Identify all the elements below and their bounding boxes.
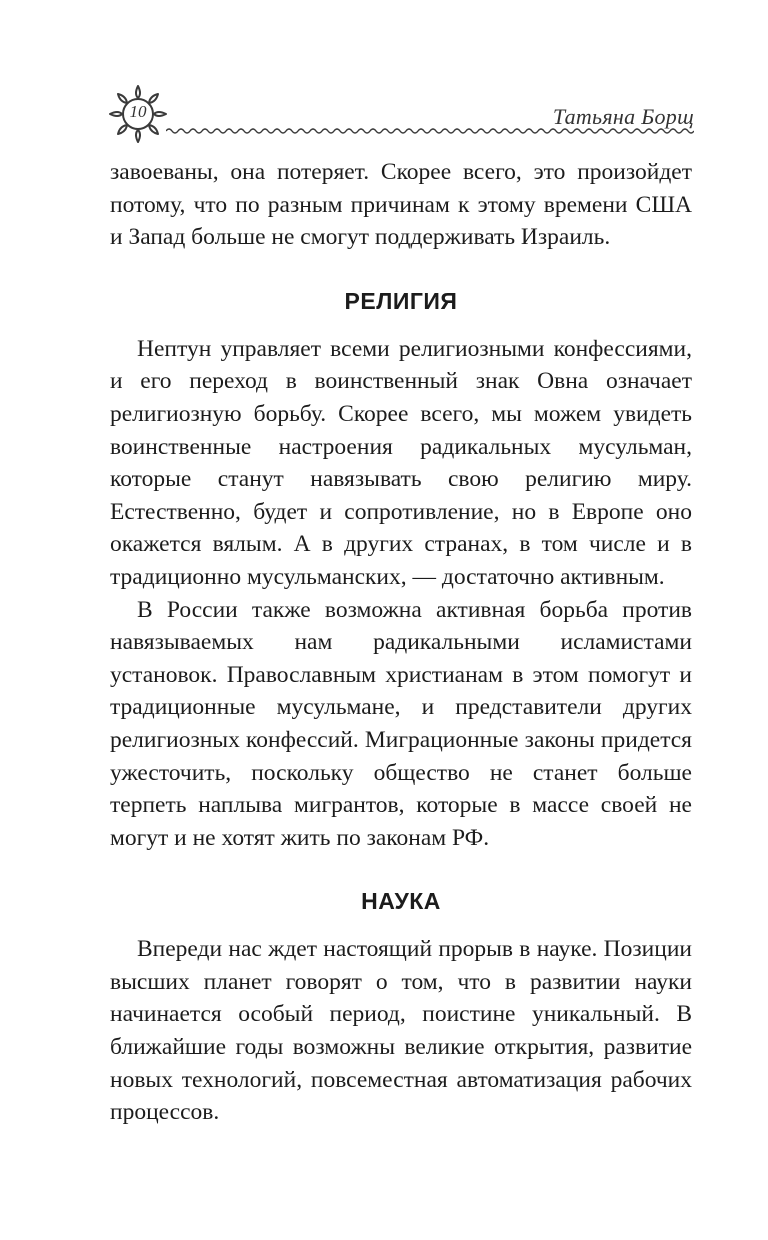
page-body <box>110 156 692 1129</box>
section-heading-religion: РЕЛИГИЯ <box>344 287 458 314</box>
paragraph-continued: завоеваны, она потеряет. Скорее всего, это произойдет потому, что по разным причинам к этому времени США и Запад больше не смогут поддерживать Израиль. <box>110 159 692 251</box>
paragraph-religion-2: В России также возможна активная борьба против навязываемых нам радикальными исламистами установок. Православным христианам в этом помогут и традиционные мусульмане, и представители других религиозных конфессий. Миграционные законы придется ужесточить, поскольку общество не станет больше терпеть наплыва мигрантов, которые в массе своей не могут и не хотят жить по законам РФ. <box>110 596 692 851</box>
paragraph-religion-1: Нептун управляет всеми религиозными конфессиями, и его переход в воинственный знак Овна означает религиозную борьбу. Скорее всего, мы можем увидеть воинственные настроения радикальных мусульман, которые станут навязывать свою религию миру. Естественно, будет и сопротивление, но в Европе оно окажется вялым. А в других странах, в том числе и в традиционно мусульманских, — достаточно активным. <box>110 335 692 590</box>
page-header <box>108 84 694 144</box>
section-heading-science: НАУКА <box>361 888 441 915</box>
paragraph-science-1: Впереди нас ждет настоящий прорыв в науке. Позиции высших планет говорят о том, что в развитии науки начинается особый период, поистине уникальный. В ближайшие годы возможны великие открытия, развитие новых технологий, повсеместная автоматизация рабочих процессов. <box>110 936 692 1126</box>
author-name: Татьяна Борщ <box>552 104 694 129</box>
page-number: 10 <box>129 102 147 121</box>
